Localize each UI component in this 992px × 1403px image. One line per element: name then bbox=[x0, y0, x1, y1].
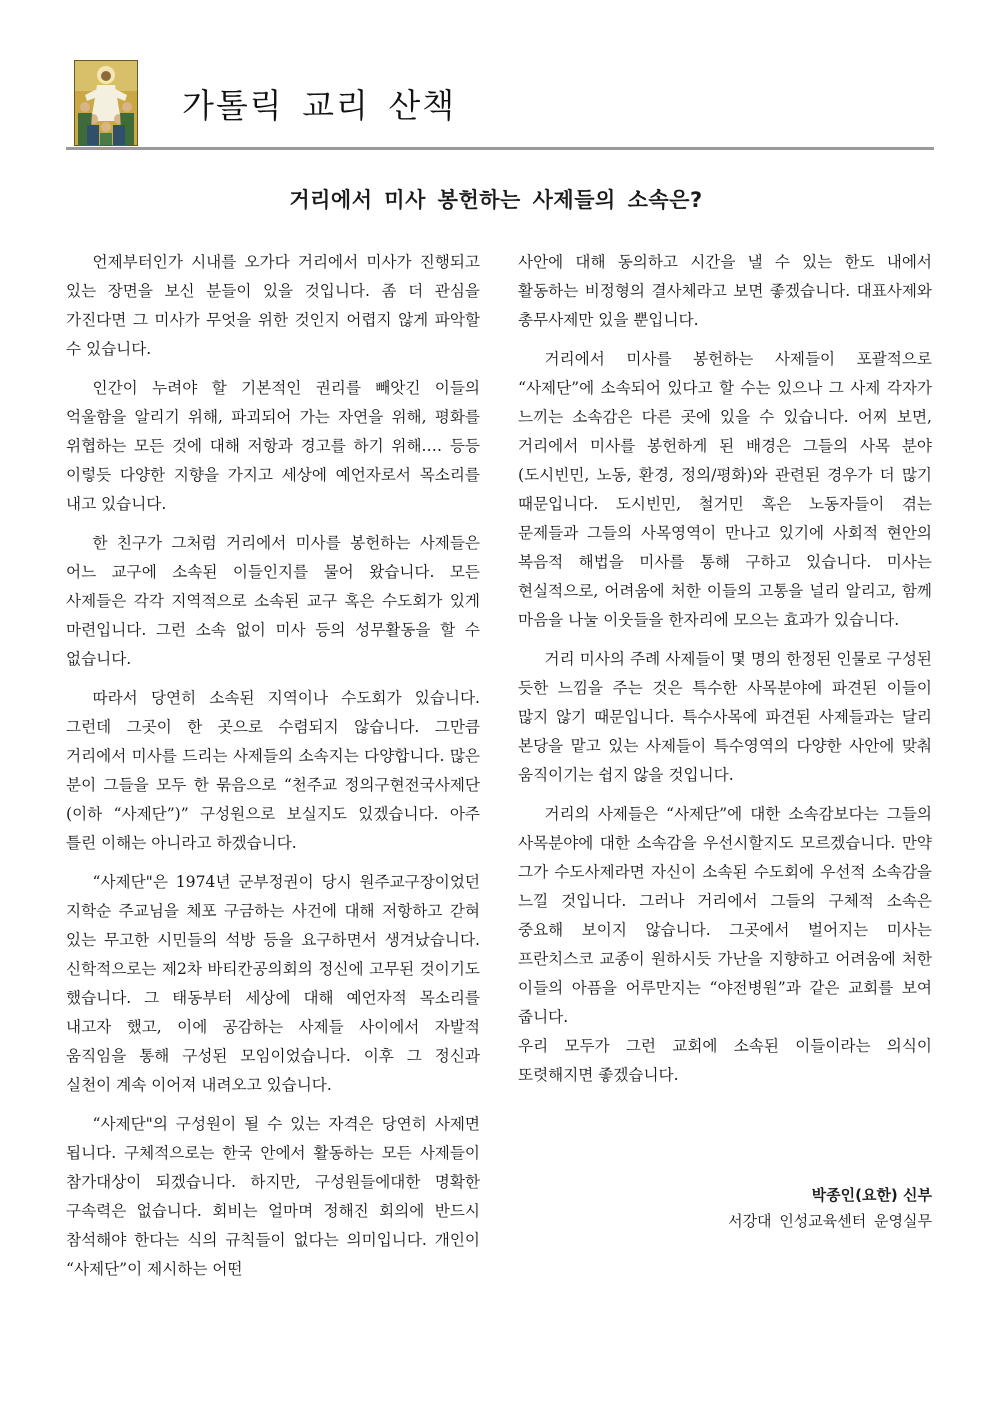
author-role: 서강대 인성교육센터 운영실무 bbox=[728, 1212, 932, 1230]
paragraph: 거리 미사의 주례 사제들이 몇 명의 한정된 인물로 구성된 듯한 느낌을 주는 것은 특수한 사목분야에 파견된 이들이 많지 않기 때문입니다. 특수사목에 파견된 사제들과는 달리 본당을 맡고 있는 사제들이 특수영역의 다양한 사안에 맞춰 움직이기는 쉽지 않을 것입니다. bbox=[518, 650, 932, 784]
paragraph: 사안에 대해 동의하고 시간을 낼 수 있는 한도 내에서 활동하는 비정형의 결사체라고 보면 좋겠습니다. 대표사제와 총무사제만 있을 뿐입니다. bbox=[518, 253, 932, 329]
paragraph: 언제부터인가 시내를 오가다 거리에서 미사가 진행되고 있는 장면을 보신 분들이 있을 것입니다. 좀 더 관심을 가진다면 그 미사가 무엇을 위한 것인지 어렵지 않게 파악할 수 있습니다. bbox=[66, 253, 480, 358]
paragraph: 거리의 사제들은 “사제단”에 대한 소속감보다는 그들의 사목분야에 대한 소속감을 우선시할지도 모르겠습니다. 만약 그가 수도사제라면 자신이 소속된 수도회에 우선적 소속감을 느낄 것입니다. 그러나 거리에서 그들의 구체적 소속은 중요해 보이지 않습니다. 그곳에서 벌어지는 미사는 프란치스코 교종이 원하시듯 가난을 지향하고 어려움에 처한 이들의 아픔을 어루만지는 “야전병원”과 같은 교회를 보여 줍니다. bbox=[518, 805, 932, 1026]
article-column-left bbox=[66, 248, 480, 1294]
author-name: 박종인(요한) 신부 bbox=[811, 1186, 932, 1204]
paragraph: “사제단"은 1974년 군부정권이 당시 원주교구장이었던 지학순 주교님을 체포 구금하는 사건에 대해 저항하고 갇혀 있는 무고한 시민들의 석방 등을 요구하면서 생겨났습니다. 신학적으로는 제2차 바티칸공의회의 정신에 고무된 것이기도 했습니다. 그 태동부터 세상에 대해 예언자적 목소리를 내고자 했고, 이에 공감하는 사제들 사이에서 자발적 움직임을 통해 구성된 모임이었습니다. 이후 그 정신과 실천이 계속 이어져 내려오고 있습니다. bbox=[66, 873, 480, 1094]
author-signature bbox=[728, 1182, 932, 1234]
paragraph: 한 친구가 그처럼 거리에서 미사를 봉헌하는 사제들은 어느 교구에 소속된 이들인지를 물어 왔습니다. 모든 사제들은 각각 지역적으로 소속된 교구 혹은 수도회가 있게 마련입니다. 그런 소속 없이 미사 등의 성무활동을 할 수 없습니다. bbox=[66, 534, 480, 668]
christ-with-disciples-icon bbox=[74, 60, 138, 146]
paragraph: 거리에서 미사를 봉헌하는 사제들이 포괄적으로 “사제단”에 소속되어 있다고 할 수는 있으나 그 사제 각자가 느끼는 소속감은 다른 곳에 있을 수 있습니다. 어찌 보면, 거리에서 미사를 봉헌하게 된 배경은 그들의 사목 분야(도시빈민, 노동, 환경, 정의/평화)와 관련된 경우가 더 많기 때문입니다. 도시빈민, 철거민 혹은 노동자들이 겪는 문제들과 그들의 사목영역이 만나고 있기에 사회적 현안의 복음적 해법을 미사를 통해 구하고 있습니다. 미사는 현실적으로, 어려움에 처한 이들의 고통을 널리 알리고, 함께 마음을 나눌 이웃들을 한자리에 모으는 효과가 있습니다. bbox=[518, 350, 932, 629]
header-divider bbox=[66, 147, 934, 150]
page-header bbox=[66, 60, 934, 148]
article-column-right bbox=[518, 248, 932, 1100]
paragraph: 우리 모두가 그런 교회에 소속된 이들이라는 의식이 또렷해지면 좋겠습니다. bbox=[518, 1037, 932, 1084]
paragraph: 인간이 누려야 할 기본적인 권리를 빼앗긴 이들의 억울함을 알리기 위해, 파괴되어 가는 자연을 위해, 평화를 위협하는 모든 것에 대해 저항과 경고를 하기 위해.… 등등 이렇듯 다양한 지향을 가지고 세상에 예언자로서 목소리를 내고 있습니다. bbox=[66, 379, 480, 513]
article-title: 거리에서 미사 봉헌하는 사제들의 소속은? bbox=[289, 188, 703, 212]
section-title: 가톨릭 교리 산책 bbox=[182, 86, 457, 125]
paragraph: “사제단"의 구성원이 될 수 있는 자격은 당연히 사제면 됩니다. 구체적으로는 한국 안에서 활동하는 모든 사제들이 참가대상이 되겠습니다. 하지만, 구성원들에대한 명확한 구속력은 없습니다. 회비는 얼마며 정해진 회의에 반드시 참석해야 한다는 식의 규칙들이 없다는 의미입니다. 개인이 “사제단”이 제시하는 어떤 bbox=[66, 1115, 480, 1278]
paragraph: 따라서 당연히 소속된 지역이나 수도회가 있습니다. 그런데 그곳이 한 곳으로 수렴되지 않습니다. 그만큼 거리에서 미사를 드리는 사제들의 소속지는 다양합니다. 많은 분이 그들을 모두 한 묶음으로 “천주교 정의구현전국사제단(이하 “사제단”)” 구성원으로 보실지도 있겠습니다. 아주 틀린 이해는 아니라고 하겠습니다. bbox=[66, 689, 480, 852]
